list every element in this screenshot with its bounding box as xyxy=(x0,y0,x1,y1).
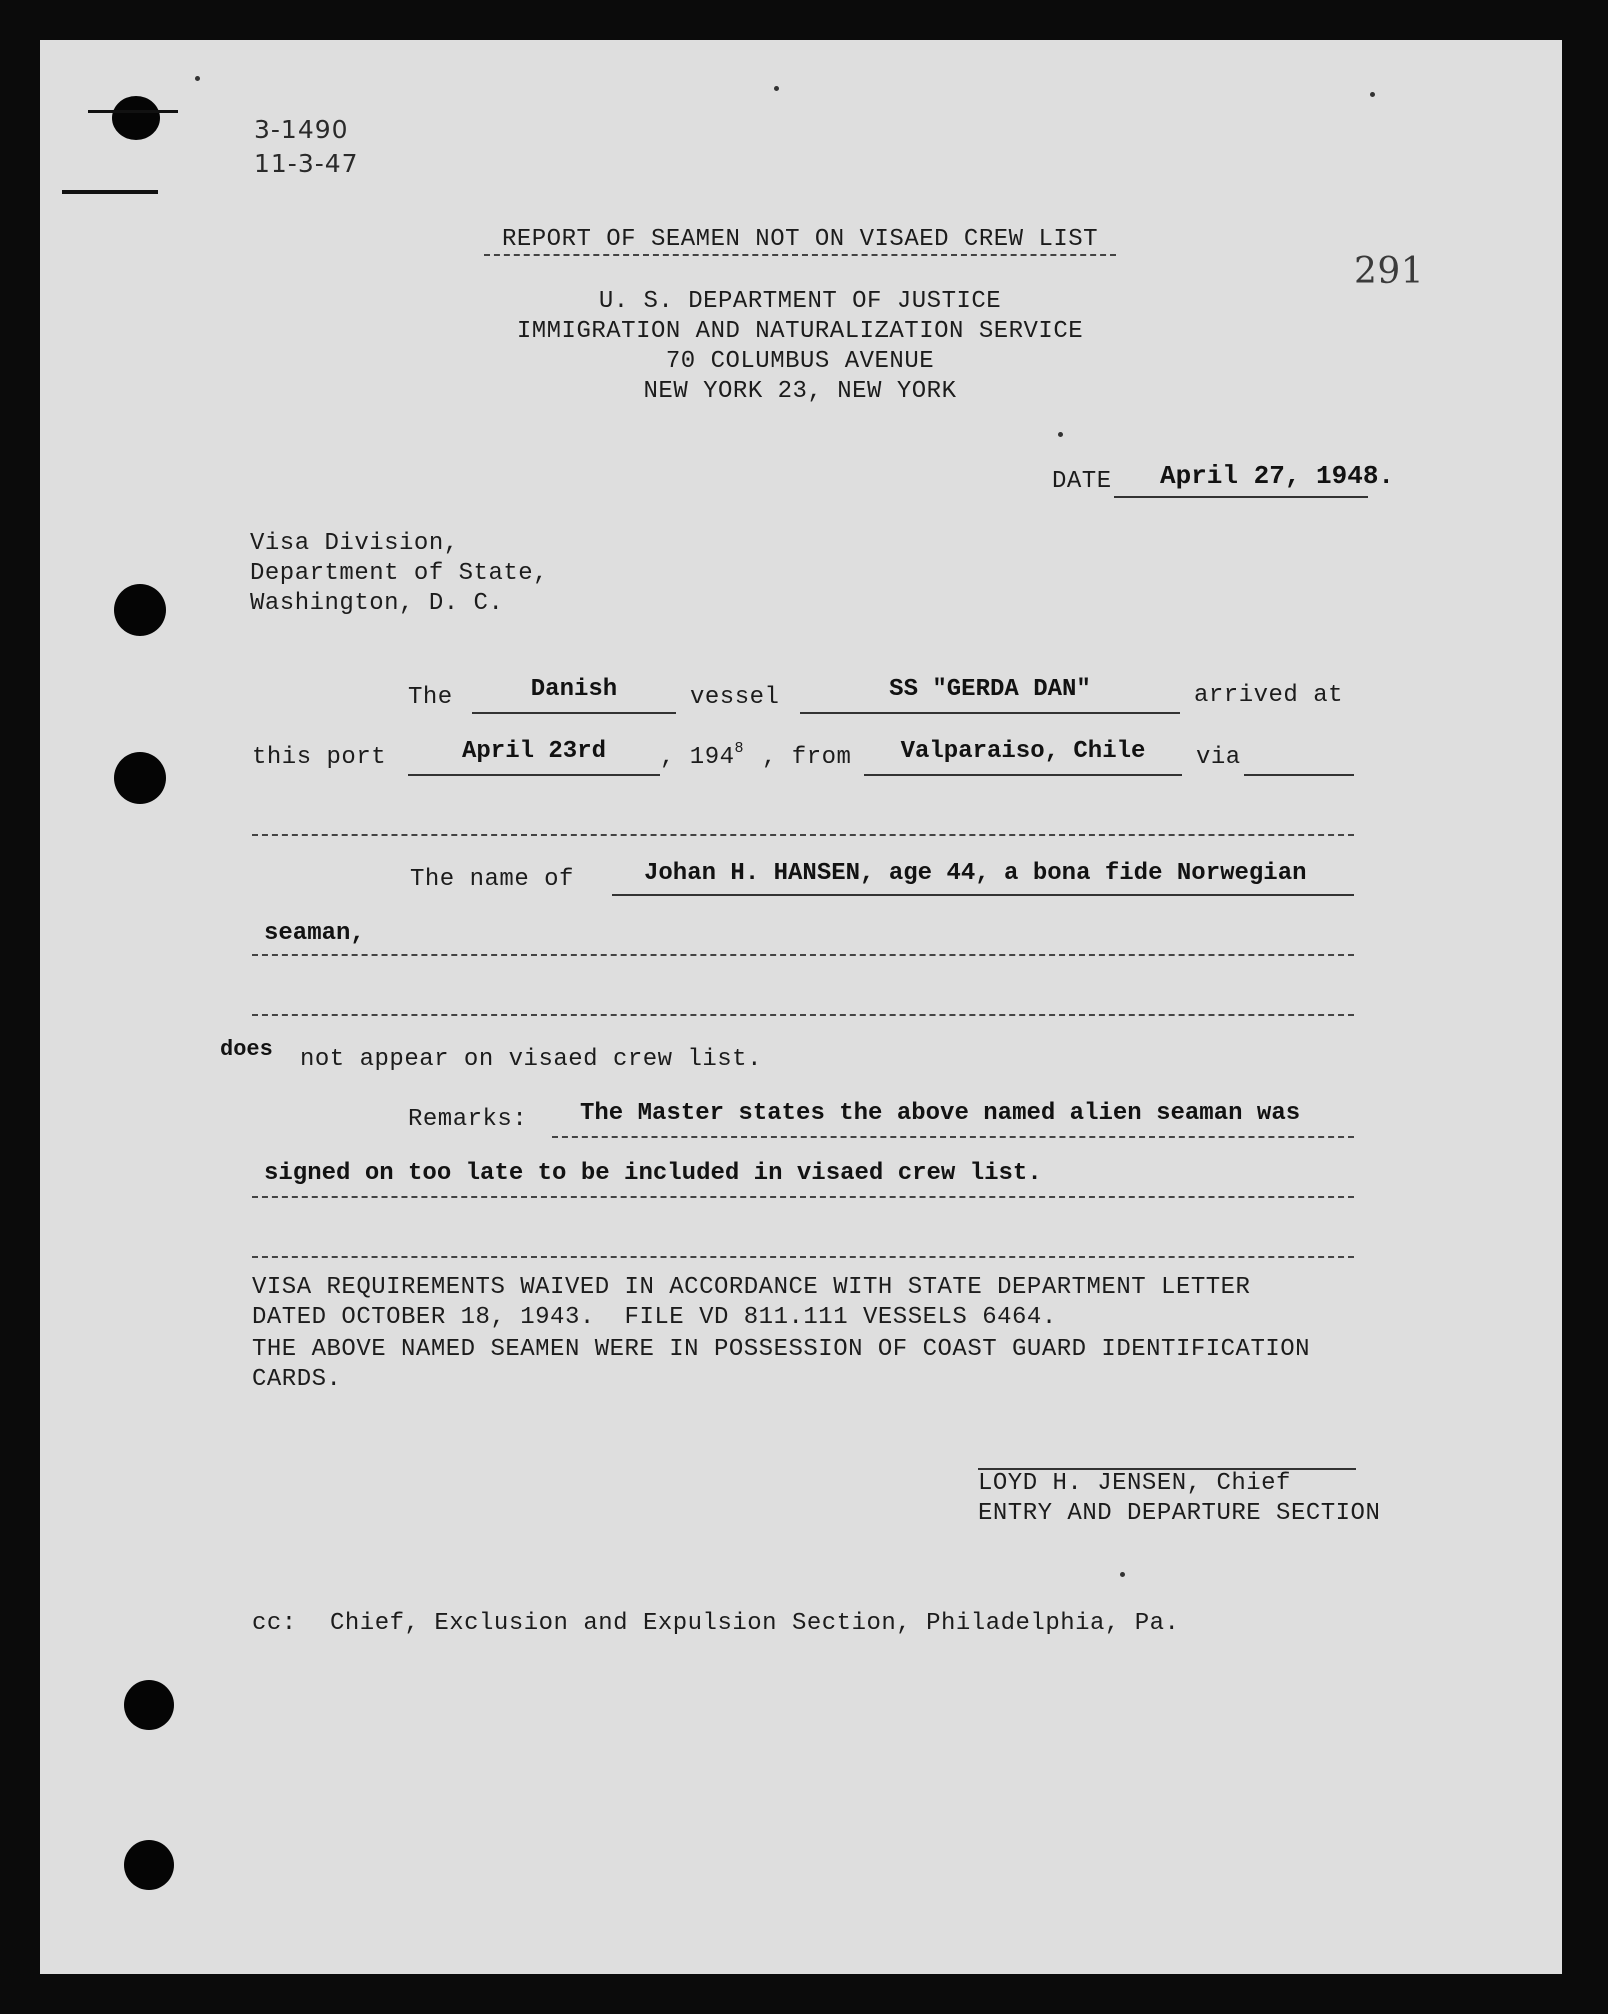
arrival-date-value: April 23rd xyxy=(461,738,607,765)
recipient-line-2: Department of State, xyxy=(250,560,549,587)
cc-label: cc: xyxy=(252,1610,297,1637)
remarks-label: Remarks: xyxy=(408,1106,528,1133)
document-title: REPORT OF SEAMEN NOT ON VISAED CREW LIST xyxy=(501,226,1099,253)
date-underline xyxy=(1114,496,1368,498)
origin-underline xyxy=(864,774,1182,776)
vessel-label: vessel xyxy=(690,684,780,711)
remarks-line-2: signed on too late to be included in visaed crew list. xyxy=(264,1160,1042,1187)
nationality-underline xyxy=(472,712,676,714)
page-number: 291 xyxy=(1354,251,1425,292)
waiver-line-1: VISA REQUIREMENTS WAIVED IN ACCORDANCE WITH STATE DEPARTMENT LETTER xyxy=(252,1274,1251,1301)
waiver-line-2: DATED OCTOBER 18, 1943. FILE VD 811.111 VESSELS 6464. xyxy=(252,1304,1057,1331)
year-prefix: , 194 xyxy=(660,744,735,771)
names-label xyxy=(410,866,574,894)
names-underline-2 xyxy=(252,954,1354,956)
punch-hole-4 xyxy=(124,1680,174,1730)
nationality-value: Danish xyxy=(530,676,618,703)
agency-line-1: U. S. DEPARTMENT OF JUSTICE xyxy=(598,288,1002,315)
the-label: The xyxy=(408,684,453,711)
vessel-name-underline xyxy=(800,712,1180,714)
punch-hole-1 xyxy=(112,96,160,140)
names-line-1: Johan H. HANSEN, age 44, a bona fide Norwegian xyxy=(644,860,1307,887)
agency-line-3: 70 COLUMBUS AVENUE xyxy=(665,348,935,375)
does-word: does xyxy=(220,1037,273,1062)
punch-hole-2 xyxy=(114,584,166,636)
blank-line-2 xyxy=(252,1014,1354,1016)
remarks-underline-2 xyxy=(252,1196,1354,1198)
scan-mark xyxy=(62,190,158,194)
blank-line-3 xyxy=(252,1256,1354,1258)
date-value: April 27, 1948. xyxy=(1160,461,1395,491)
speck xyxy=(195,76,200,81)
agency-line-2: IMMIGRATION AND NATURALIZATION SERVICE xyxy=(516,318,1084,345)
this-port-label: this port xyxy=(252,744,387,771)
date-label: DATE xyxy=(1052,468,1112,495)
recipient-line-1: Visa Division, xyxy=(250,530,459,557)
agency-line-4: NEW YORK 23, NEW YORK xyxy=(643,378,957,405)
year-field xyxy=(660,740,745,772)
via-label: via xyxy=(1196,744,1241,771)
waiver-line-4: CARDS. xyxy=(252,1366,342,1393)
reference-date: 11-3-47 xyxy=(254,149,359,178)
names-line-2: seaman, xyxy=(264,920,365,947)
remarks-underline-1 xyxy=(552,1136,1354,1138)
punch-hole-5 xyxy=(124,1840,174,1890)
speck xyxy=(774,86,779,91)
title-underline xyxy=(484,254,1116,256)
recipient-line-3: Washington, D. C. xyxy=(250,590,504,617)
arrival-date-underline xyxy=(408,774,660,776)
via-underline xyxy=(1244,774,1354,776)
year-suffix: 8 xyxy=(734,740,745,757)
origin-value: Valparaiso, Chile xyxy=(900,738,1146,765)
reference-code: 3-1490 xyxy=(254,115,349,144)
from-label: , from xyxy=(762,744,852,771)
vessel-name-value: SS "GERDA DAN" xyxy=(889,676,1091,703)
speck xyxy=(1370,92,1375,97)
signatory-name: LOYD H. JENSEN, Chief xyxy=(978,1470,1291,1497)
names-underline-1 xyxy=(612,894,1354,896)
speck xyxy=(1058,432,1063,437)
punch-hole-3 xyxy=(114,752,166,804)
names-label-suffix: of xyxy=(529,866,574,893)
speck xyxy=(1120,1572,1125,1577)
not-appear-text: not appear on visaed crew list. xyxy=(300,1046,762,1073)
scan-mark xyxy=(88,110,178,113)
signatory-section: ENTRY AND DEPARTURE SECTION xyxy=(978,1500,1381,1527)
waiver-line-3: THE ABOVE NAMED SEAMEN WERE IN POSSESSION OF COAST GUARD IDENTIFICATION xyxy=(252,1336,1311,1363)
cc-text: Chief, Exclusion and Expulsion Section, Philadelphia, Pa. xyxy=(330,1610,1180,1637)
remarks-line-1: The Master states the above named alien seaman was xyxy=(580,1100,1301,1127)
arrived-label: arrived at xyxy=(1194,682,1344,709)
blank-line-1 xyxy=(252,834,1354,836)
names-label-text: The name xyxy=(410,866,530,893)
